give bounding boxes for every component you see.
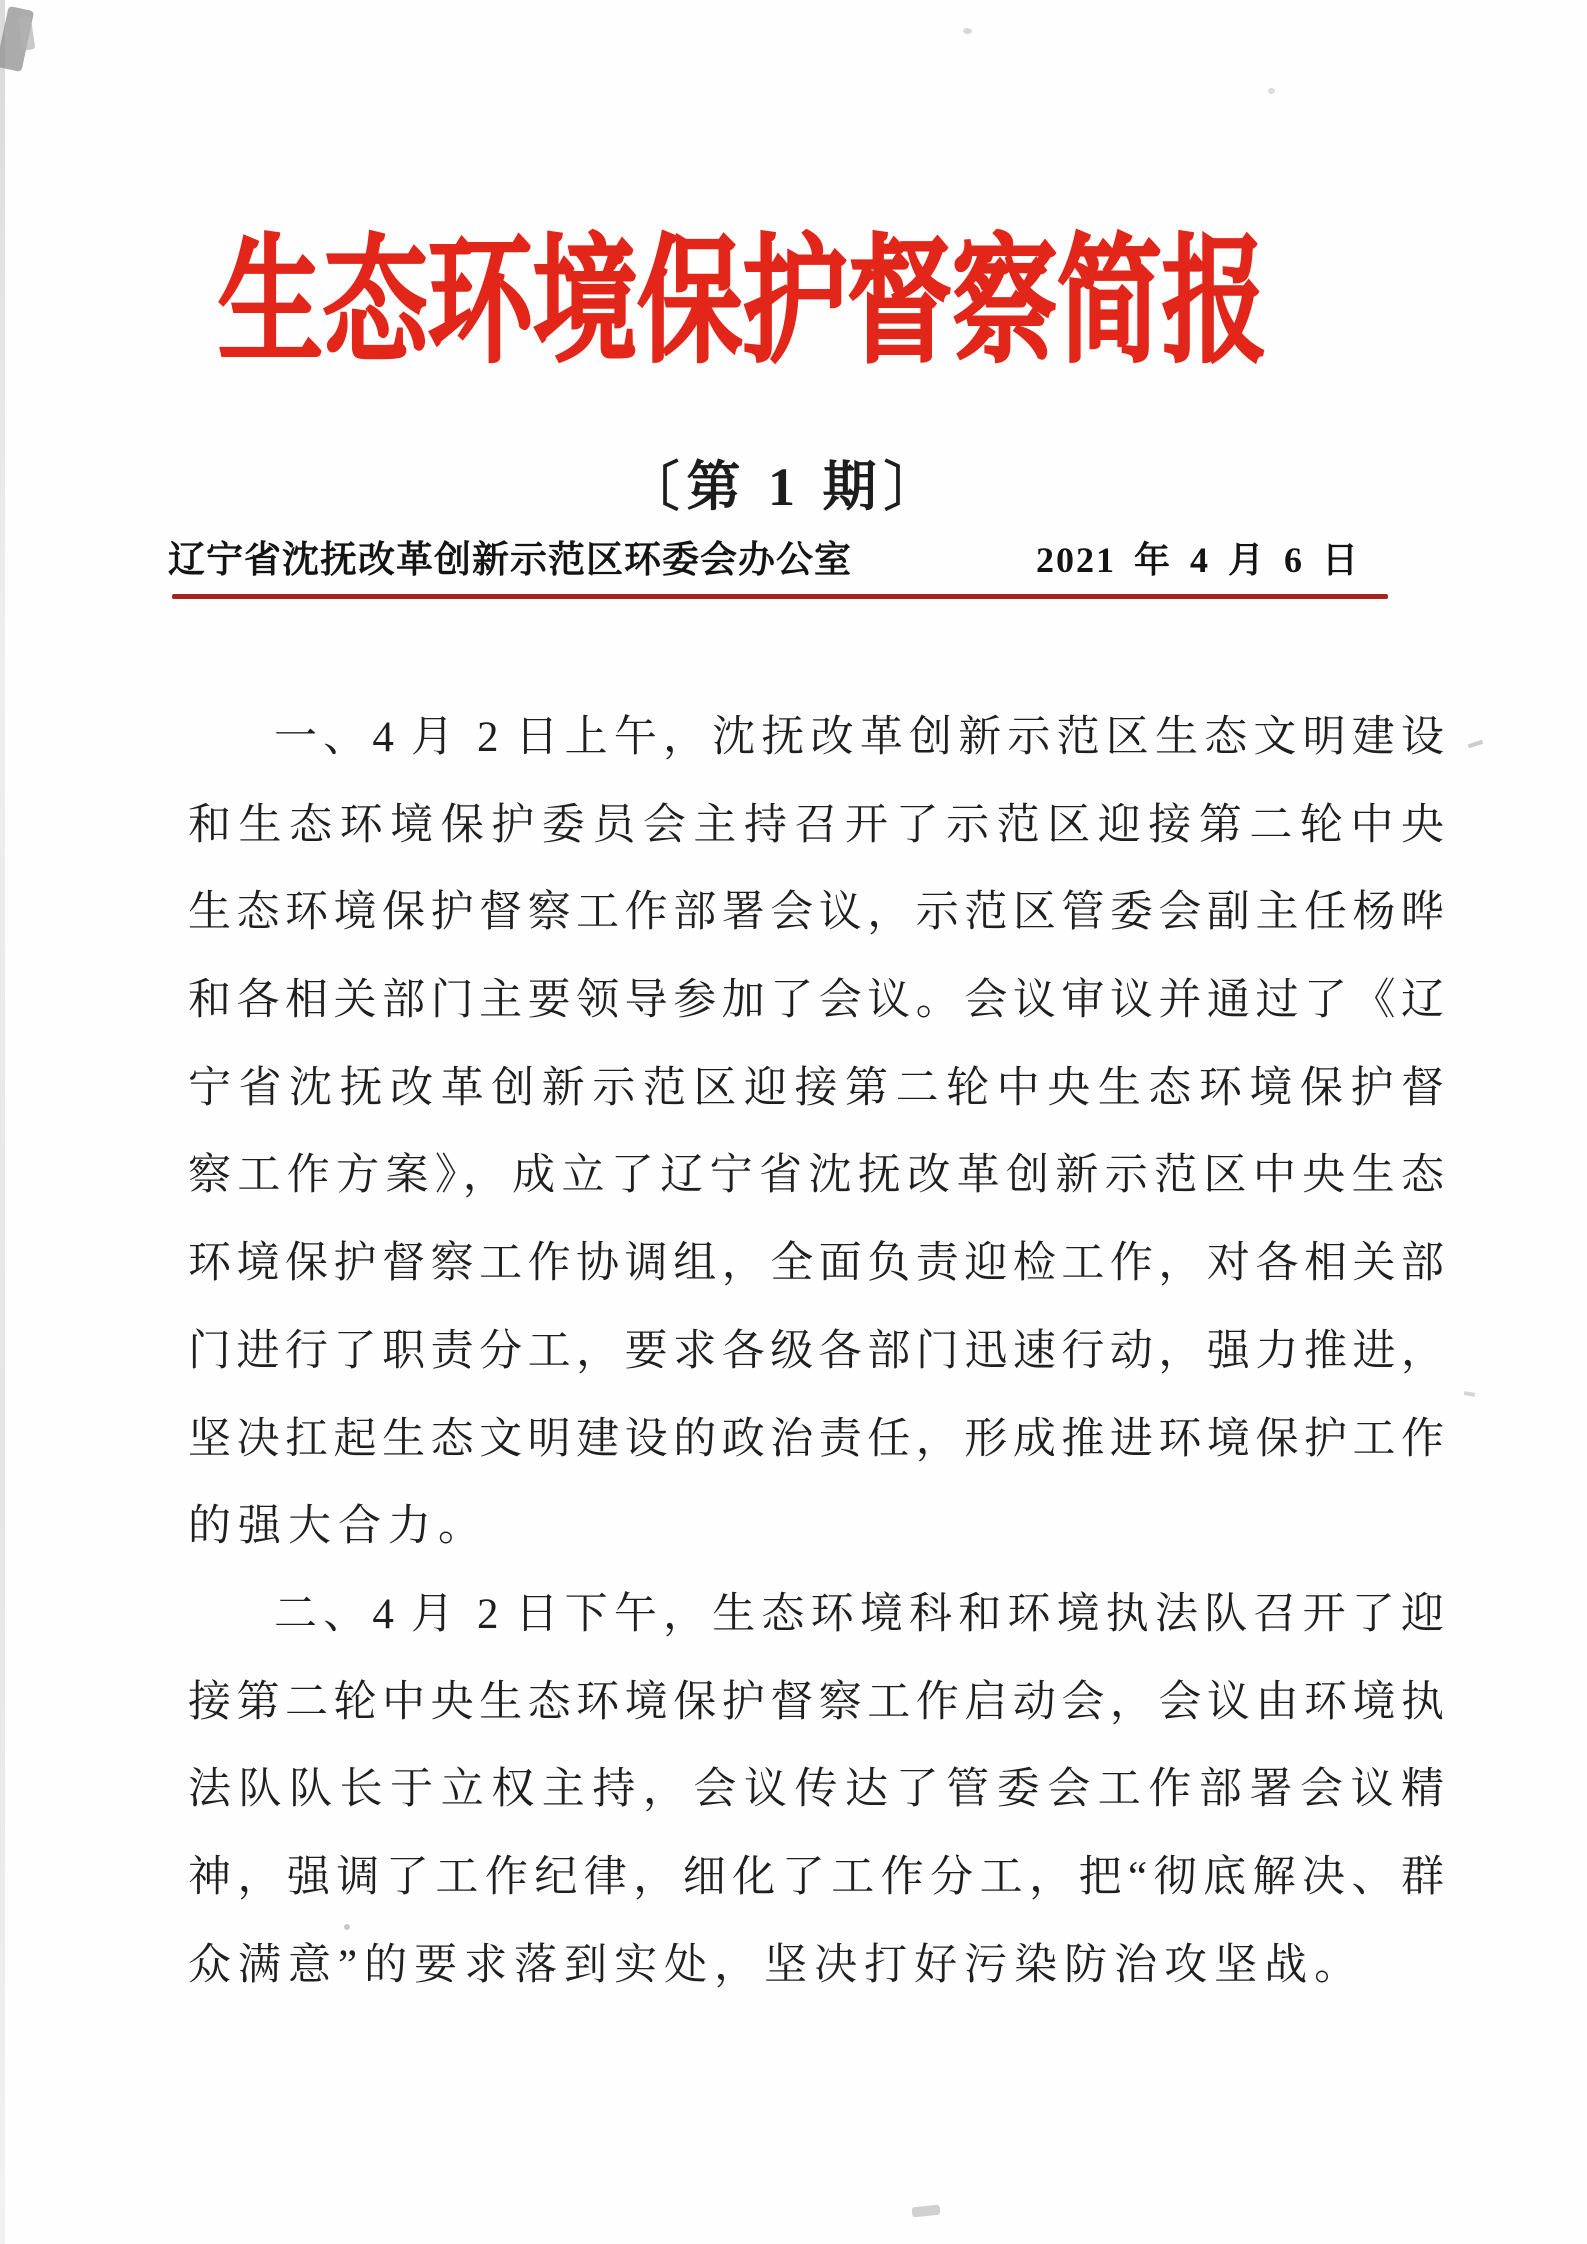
scan-speck xyxy=(912,2205,941,2218)
body-line: 的强大合力。 xyxy=(188,1503,488,1551)
scan-speck xyxy=(1268,88,1275,94)
body-line: 一、4 月 2 日上午，沈抚改革创新示范区生态文明建设 xyxy=(274,714,1444,761)
scan-speck xyxy=(963,28,972,34)
body-line: 宁省沈抚改革创新示范区迎接第二轮中央生态环境保护督 xyxy=(188,1064,1444,1112)
masthead-divider-rule xyxy=(172,594,1388,599)
scan-corner-mark xyxy=(0,6,34,72)
body-line: 和生态环境保护委员会主持召开了示范区迎接第二轮中央 xyxy=(188,801,1444,849)
body-line: 二、4 月 2 日下午，生态环境科和环境执法队召开了迎 xyxy=(274,1590,1444,1638)
bulletin-title: 生态环境保护督察简报 xyxy=(218,226,1267,379)
scan-corner-mark xyxy=(18,15,36,50)
body-line: 神，强调了工作纪律，细化了工作分工，把“彻底解决、群 xyxy=(188,1853,1444,1901)
scan-speck xyxy=(1464,1391,1476,1397)
body-line: 察工作方案》，成立了辽宁省沈抚改革创新示范区中央生态 xyxy=(188,1152,1444,1200)
body-line: 生态环境保护督察工作部署会议，示范区管委会副主任杨晔 xyxy=(188,889,1444,937)
scan-speck xyxy=(1468,740,1484,748)
body-line: 坚决扛起生态文明建设的政治责任，形成推进环境保护工作 xyxy=(188,1415,1444,1463)
body-line: 环境保护督察工作协调组，全面负责迎检工作，对各相关部 xyxy=(188,1240,1444,1288)
body-line: 法队队长于立权主持，会议传达了管委会工作部署会议精 xyxy=(188,1766,1444,1814)
body-line: 接第二轮中央生态环境保护督察工作启动会，会议由环境执 xyxy=(188,1678,1444,1726)
issue-date: 2021 年 4 月 6 日 xyxy=(1036,540,1361,580)
body-line: 和各相关部门主要领导参加了会议。会议审议并通过了《辽 xyxy=(188,977,1444,1025)
scan-edge-band xyxy=(0,0,5,2244)
issuing-organization: 辽宁省沈抚改革创新示范区环委会办公室 xyxy=(168,540,852,581)
body-line: 门进行了职责分工，要求各级各部门迅速行动，强力推进， xyxy=(188,1327,1444,1375)
body-line: 众满意”的要求落到实处，坚决打好污染防治攻坚战。 xyxy=(188,1941,1365,1989)
document-body xyxy=(188,694,1444,2009)
issue-number: 〔第 1 期〕 xyxy=(625,457,945,517)
